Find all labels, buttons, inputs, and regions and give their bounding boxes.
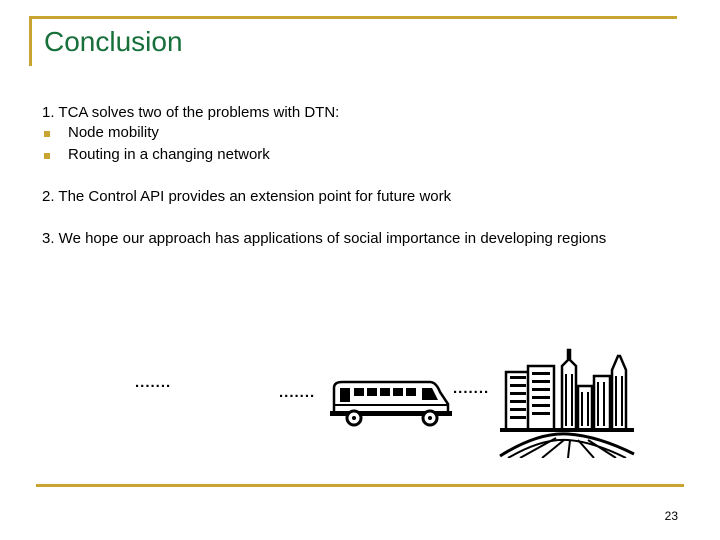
point-2: 2. The Control API provides an extension point for future work — [42, 188, 452, 205]
bus-icon — [330, 378, 452, 428]
point-1: 1. TCA solves two of the problems with DTN: — [42, 104, 340, 121]
dots-right: ....... — [453, 380, 490, 397]
bullet-square-icon — [44, 153, 50, 159]
title-frame-left — [29, 16, 32, 66]
bullet-square-icon — [44, 131, 50, 137]
page-number: 23 — [664, 509, 678, 523]
city-skyline-icon — [498, 346, 638, 458]
bullet-text: Routing in a changing network — [68, 146, 270, 163]
dots-middle: ....... — [279, 384, 316, 401]
point-3: 3. We hope our approach has applications of social importance in developing regions — [42, 230, 607, 247]
bullet-text: Node mobility — [68, 124, 159, 141]
slide-title: Conclusion — [44, 26, 183, 57]
dots-left: ....... — [135, 374, 172, 391]
title-frame-top — [29, 16, 677, 19]
footer-rule — [36, 484, 684, 487]
